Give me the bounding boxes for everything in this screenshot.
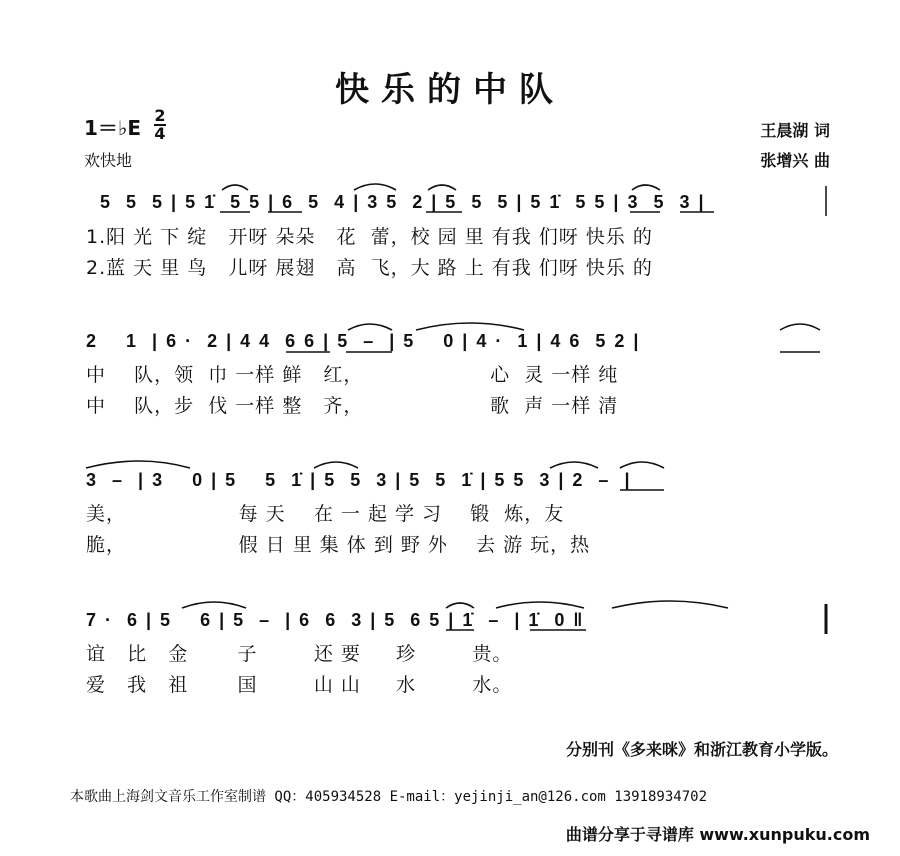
lyric-row-2-verse-2: 中 队，步 伐 一样 整 齐， 歌 声 一样 清 (86, 395, 619, 417)
tempo-marking: 欢快地 (84, 151, 133, 170)
lyricist-credit: 王晨湖 词 (760, 121, 830, 140)
lyric-row-1-verse-2: 2.蓝 天 里 鸟 儿呀 展翅 高 飞，大 路 上 有我 们呀 快乐 的 (86, 257, 653, 279)
lyric-row-3-verse-2: 脆， 假 日 里 集 体 到 野 外 去 游 玩，热 (86, 534, 591, 556)
slur (496, 602, 584, 608)
lyric-row-2-verse-1: 中 队，领 巾 一样 鲜 红， 心 灵 一样 纯 (86, 364, 619, 386)
slur (354, 184, 396, 190)
footer-credits: 本歌曲上海剑文音乐工作室制谱 QQ：405934528 E-mail：yejinji_an@126.com 13918934702 (70, 789, 708, 805)
composer-credit: 张增兴 曲 (760, 151, 830, 170)
slur (182, 602, 246, 608)
notation-row-4: 7 · 6 | 5 6 | 5 – | 6 6 3 | 5 6 5 | 1̇ – | 1̇ 0 ‖ (86, 610, 585, 630)
slur (348, 324, 392, 330)
meter-bottom: 4 (154, 124, 166, 143)
slur (446, 603, 474, 608)
slur (620, 462, 664, 468)
slur (428, 185, 456, 190)
lyric-row-3-verse-1: 美， 每 天 在 一 起 学 习 锻 炼，友 (86, 503, 565, 525)
slur (314, 462, 358, 468)
song-title: 快乐的中队 (335, 70, 565, 110)
share-link[interactable]: 曲谱分享于寻谱库 www.xunpuku.com (565, 825, 870, 844)
notation-row-1: 5 5 5 | 5 1̇ 5 5 | 6 5 4 | 3 5 2 | 5 5 5 | 5 1̇ 5 5 | 3 5 3 | (100, 192, 706, 212)
slur (550, 462, 598, 468)
lyric-row-1-verse-1: 1.阳 光 下 绽 开呀 朵朵 花 蕾，校 园 里 有我 们呀 快乐 的 (86, 226, 653, 248)
lyric-row-4-verse-2: 爱 我 祖 国 山 山 水 水。 (86, 674, 513, 696)
slur (632, 185, 660, 190)
source-note: 分别刊《多来咪》和浙江教育小学版。 (565, 740, 838, 759)
notation-row-3: 3 – | 3 0 | 5 5 1̇ | 5 5 3 | 5 5 1̇ | 5 5 3 | 2 – | (86, 470, 632, 490)
slur (780, 324, 820, 330)
slur (222, 185, 248, 190)
meter-top: 2 (154, 106, 166, 125)
slur (86, 461, 190, 468)
notation-row-2: 2 1 | 6 · 2 | 4 4 6 6 | 5 – | 5 0 | 4 · 1 | 4 6 5 2 | (86, 331, 641, 351)
lyric-row-4-verse-1: 谊 比 金 子 还 要 珍 贵。 (86, 643, 513, 665)
key-signature: 1＝♭E (84, 116, 142, 140)
slur (416, 323, 524, 330)
slur (612, 601, 728, 608)
